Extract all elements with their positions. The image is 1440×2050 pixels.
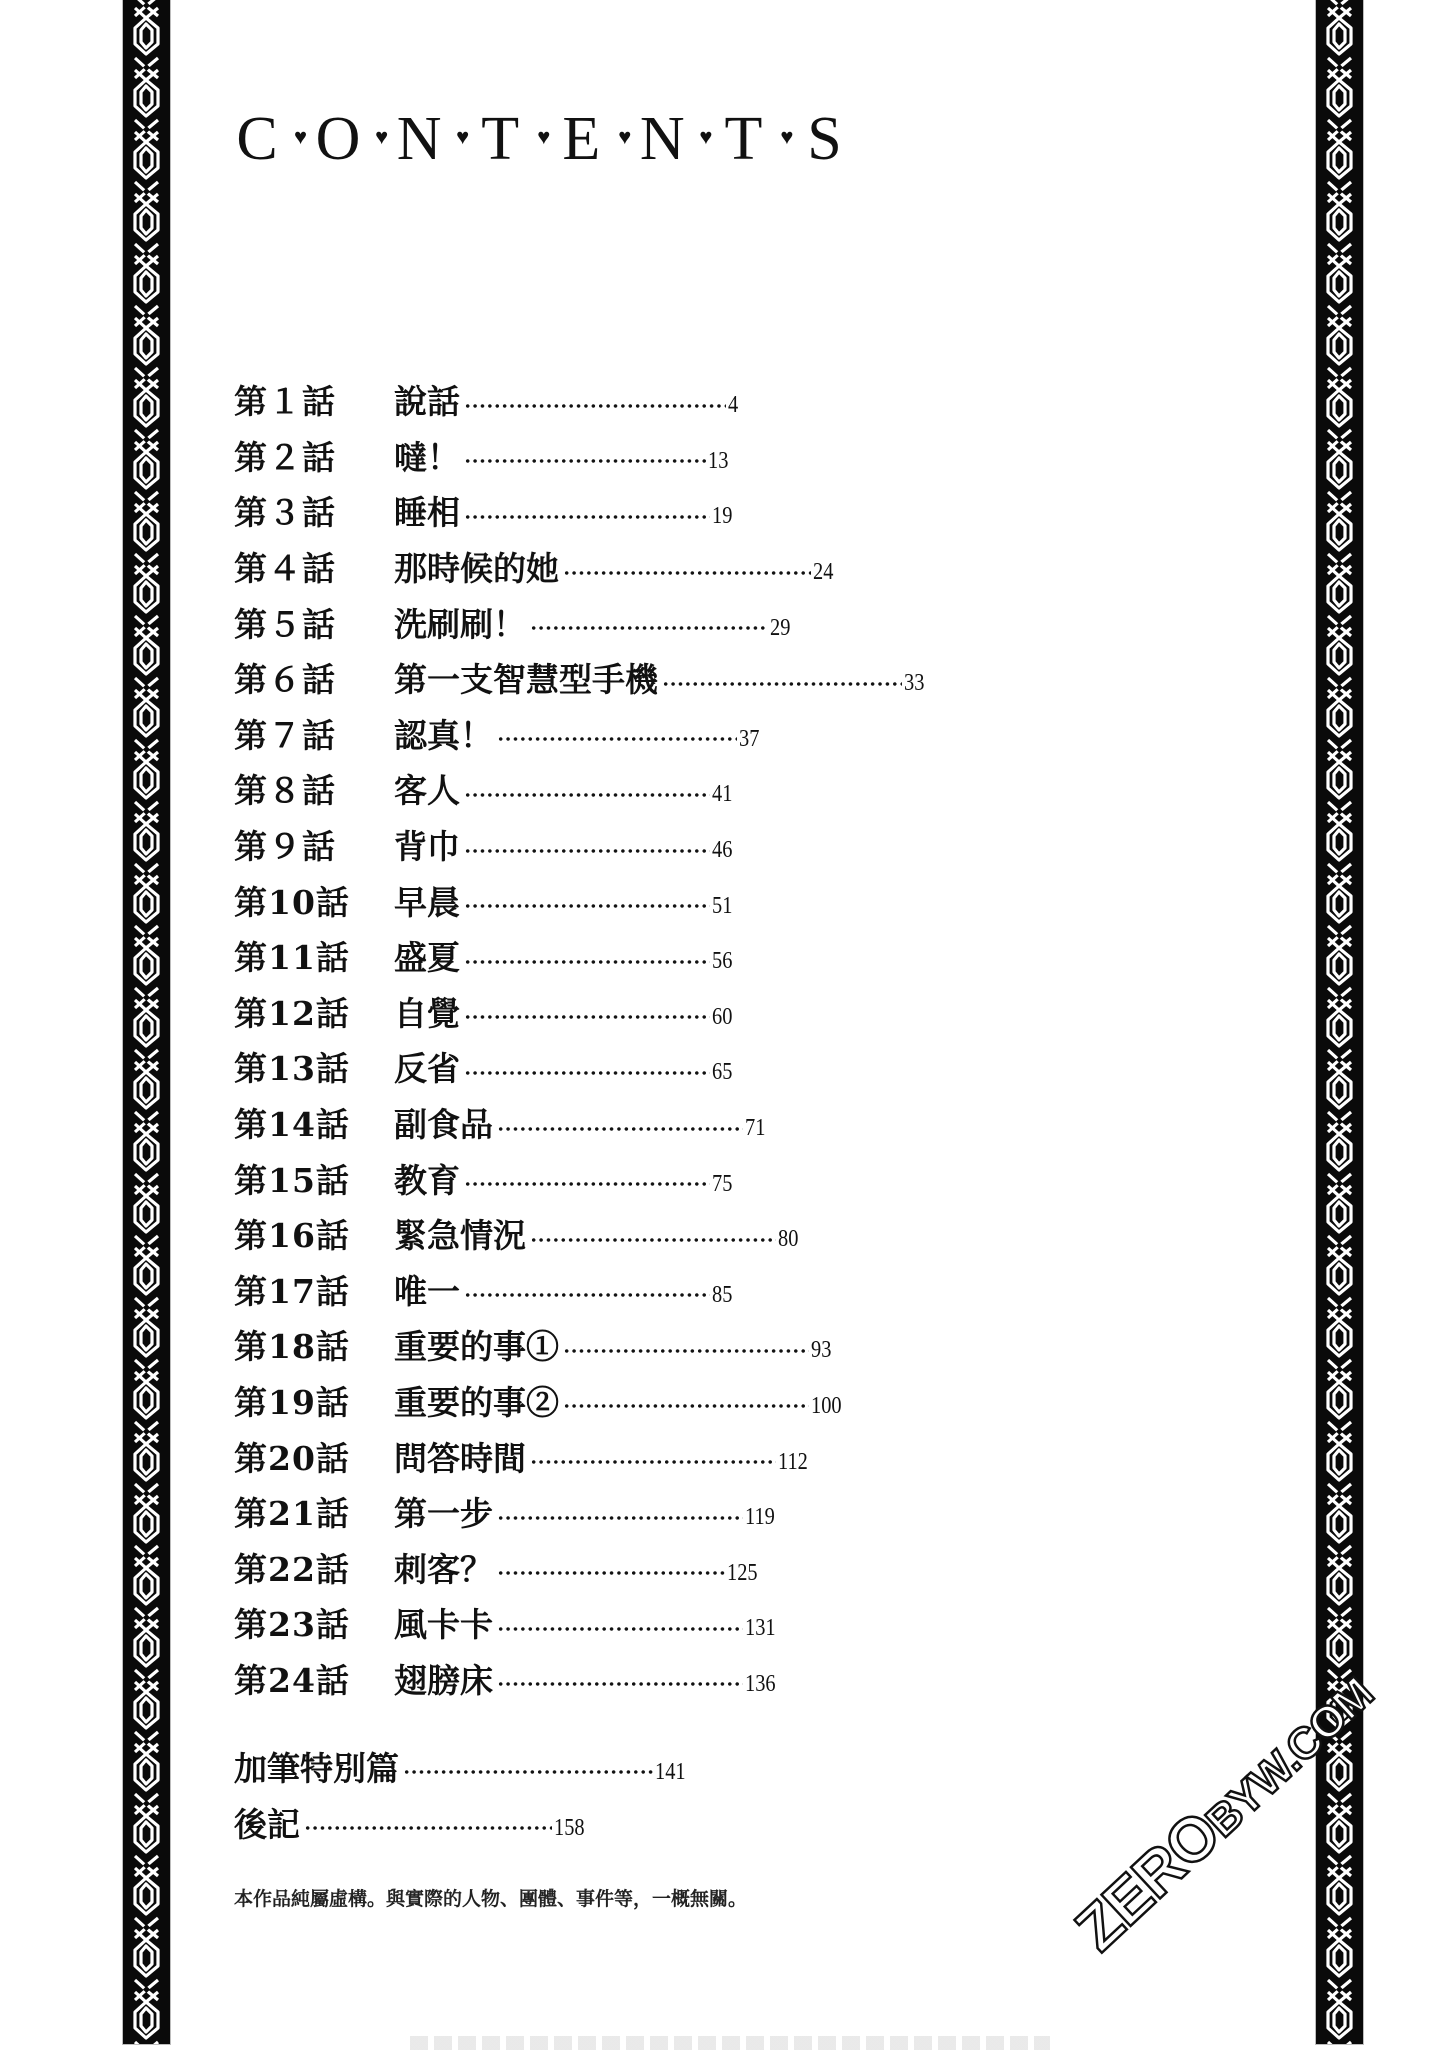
chapter-entry[interactable]	[234, 1317, 1134, 1373]
title-letter: C	[236, 105, 278, 173]
watermark-main: ZERO	[1062, 1798, 1234, 1965]
chapter-entry[interactable]	[234, 1373, 1134, 1429]
chapter-number: 第７話	[234, 715, 336, 755]
chapter-title: 認真！	[394, 715, 493, 755]
chapter-title: 那時候的她	[394, 549, 559, 589]
chain-pattern-icon	[123, 0, 170, 2044]
page-number: 75	[712, 1170, 733, 1197]
page-number: 125	[727, 1559, 758, 1586]
chapter-title: 重要的事②	[394, 1382, 559, 1422]
chapter-number: 第13話	[234, 1049, 350, 1089]
dot-leader	[464, 1015, 710, 1019]
section-title: 加筆特別篇	[234, 1748, 399, 1788]
chapter-entry[interactable]	[234, 1539, 1134, 1595]
dot-leader	[497, 1127, 743, 1131]
left-decorative-border	[123, 0, 170, 2044]
chapter-number: 第８話	[234, 771, 336, 811]
dot-leader	[464, 793, 710, 797]
dot-leader	[497, 1682, 743, 1686]
chapter-entry[interactable]	[234, 1651, 1134, 1707]
chapter-entry[interactable]	[234, 1595, 1134, 1651]
page-number: 51	[712, 892, 733, 919]
chapter-entry[interactable]	[234, 1484, 1134, 1540]
chapter-number: 第２話	[234, 437, 336, 477]
chapter-entry[interactable]	[234, 650, 1134, 706]
heart-icon: ♥	[537, 124, 551, 149]
chapter-number: 第９話	[234, 827, 336, 867]
chapter-title: 第一步	[394, 1494, 493, 1534]
chapter-number: 第１話	[234, 382, 336, 422]
chapter-entry[interactable]	[234, 1150, 1134, 1206]
chapter-number: 第３話	[234, 493, 336, 533]
page-number: 65	[712, 1059, 733, 1086]
title-letter: T	[481, 105, 520, 173]
chapter-number: 第17話	[234, 1271, 350, 1311]
chapter-title: 教育	[394, 1160, 460, 1200]
page-number: 119	[745, 1504, 775, 1531]
chapter-entry[interactable]	[234, 872, 1134, 928]
title-letter: N	[396, 105, 442, 173]
page-number: 4	[728, 392, 739, 419]
chapter-number: 第24話	[234, 1660, 350, 1700]
title-letter: S	[807, 105, 842, 173]
heart-icon: ♥	[456, 124, 470, 149]
dot-leader	[464, 1182, 710, 1186]
page-number: 112	[778, 1448, 808, 1475]
dot-leader	[464, 904, 710, 908]
chapter-list	[234, 372, 1134, 1706]
page-number: 141	[655, 1758, 686, 1785]
dot-leader	[403, 1770, 653, 1774]
page-number: 93	[811, 1337, 832, 1364]
chapter-number: 第11話	[234, 938, 350, 978]
chapter-number: 第22話	[234, 1549, 350, 1589]
page-number: 131	[745, 1615, 776, 1642]
chapter-entry[interactable]	[234, 1095, 1134, 1151]
dot-leader	[497, 1516, 743, 1520]
chapter-title: 翅膀床	[394, 1660, 493, 1700]
extra-sections-list	[234, 1738, 691, 1850]
title-letter: O	[315, 105, 361, 173]
chapter-number: 第20話	[234, 1438, 350, 1478]
heart-icon: ♥	[375, 124, 389, 149]
page-number: 41	[712, 781, 733, 808]
dot-leader	[497, 1627, 743, 1631]
chapter-number: 第４話	[234, 549, 336, 589]
extra-section-entry[interactable]	[234, 1738, 691, 1794]
chapter-number: 第21話	[234, 1494, 350, 1534]
chapter-entry[interactable]	[234, 594, 1134, 650]
chapter-title: 早晨	[394, 882, 460, 922]
dot-leader	[530, 626, 768, 630]
page-number: 158	[554, 1814, 585, 1841]
chapter-title: 噠！	[394, 437, 460, 477]
chapter-entry[interactable]	[234, 1206, 1134, 1262]
dot-leader	[464, 1071, 710, 1075]
heart-icon: ♥	[294, 124, 308, 149]
chapter-title: 洗刷刷！	[394, 604, 526, 644]
chapter-number: 第18話	[234, 1327, 350, 1367]
dot-leader	[563, 571, 811, 575]
page-number: 100	[811, 1392, 842, 1419]
extra-section-entry[interactable]	[234, 1794, 691, 1850]
chapter-title: 唯一	[394, 1271, 460, 1311]
page-number: 29	[770, 614, 791, 641]
chapter-title: 背巾	[394, 827, 460, 867]
chapter-title: 問答時間	[394, 1438, 526, 1478]
section-title: 後記	[234, 1804, 300, 1844]
chapter-number: 第14話	[234, 1105, 350, 1145]
chapter-entry[interactable]	[234, 928, 1134, 984]
chapter-entry[interactable]	[234, 483, 1134, 539]
chapter-entry[interactable]	[234, 1039, 1134, 1095]
page-number: 33	[904, 670, 925, 697]
chapter-title: 副食品	[394, 1105, 493, 1145]
chapter-title: 緊急情況	[394, 1216, 526, 1256]
page-number: 60	[712, 1003, 733, 1030]
page-number: 37	[739, 725, 760, 752]
page-number: 71	[745, 1115, 766, 1142]
chapter-number: 第12話	[234, 993, 350, 1033]
chapter-number: 第19話	[234, 1382, 350, 1422]
page-number: 13	[708, 447, 729, 474]
chapter-title: 反省	[394, 1049, 460, 1089]
watermark-small: BYW	[1196, 1744, 1302, 1847]
heart-icon: ♥	[618, 124, 632, 149]
page-number: 136	[745, 1670, 776, 1697]
chapter-title: 第一支智慧型手機	[394, 660, 658, 700]
title-letter: N	[639, 105, 685, 173]
chapter-number: 第５話	[234, 604, 336, 644]
chapter-title: 說話	[394, 382, 460, 422]
dot-leader	[662, 682, 902, 686]
page-number: 24	[813, 559, 834, 586]
chapter-entry[interactable]	[234, 428, 1134, 484]
page-number: 85	[712, 1281, 733, 1308]
chapter-title: 風卡卡	[394, 1605, 493, 1645]
dot-leader	[563, 1404, 809, 1408]
chapter-title: 刺客？	[394, 1549, 493, 1589]
dot-leader	[464, 404, 726, 408]
chapter-entry[interactable]	[234, 761, 1134, 817]
chapter-title: 客人	[394, 771, 460, 811]
title-letter: E	[562, 105, 601, 173]
page-number: 46	[712, 837, 733, 864]
page-title	[234, 105, 847, 173]
dot-leader	[563, 1349, 809, 1353]
chapter-entry[interactable]	[234, 1262, 1134, 1318]
dot-leader	[530, 1460, 776, 1464]
dot-leader	[464, 459, 706, 463]
dot-leader	[464, 1293, 710, 1297]
chapter-title: 重要的事①	[394, 1327, 559, 1367]
chapter-entry[interactable]	[234, 984, 1134, 1040]
heart-icon: ♥	[699, 124, 713, 149]
page-number: 80	[778, 1226, 799, 1253]
chapter-title: 盛夏	[394, 938, 460, 978]
chapter-entry[interactable]	[234, 706, 1134, 762]
dot-leader	[304, 1826, 552, 1830]
dot-leader	[530, 1238, 776, 1242]
chapter-number: 第16話	[234, 1216, 350, 1256]
chapter-number: 第10話	[234, 882, 350, 922]
chapter-title: 自覺	[394, 993, 460, 1033]
dot-leader	[464, 515, 710, 519]
chapter-entry[interactable]	[234, 817, 1134, 873]
dot-leader	[464, 849, 710, 853]
dot-leader	[497, 1571, 725, 1575]
chapter-title: 睡相	[394, 493, 460, 533]
page-number: 19	[712, 503, 733, 530]
chapter-number: 第23話	[234, 1605, 350, 1645]
watermark-suffix: .COM	[1268, 1668, 1383, 1781]
fiction-disclaimer: 本作品純屬虛構。與實際的人物、團體、事件等，一概無關。	[234, 1888, 748, 1910]
chapter-number: 第15話	[234, 1160, 350, 1200]
chapter-entry[interactable]	[234, 539, 1134, 595]
heart-icon: ♥	[780, 124, 794, 149]
title-letter: T	[724, 105, 763, 173]
dot-leader	[464, 960, 710, 964]
page-number: 56	[712, 948, 733, 975]
chapter-entry[interactable]	[234, 1428, 1134, 1484]
chapter-entry[interactable]	[234, 372, 1134, 428]
dot-leader	[497, 737, 737, 741]
chapter-number: 第６話	[234, 660, 336, 700]
